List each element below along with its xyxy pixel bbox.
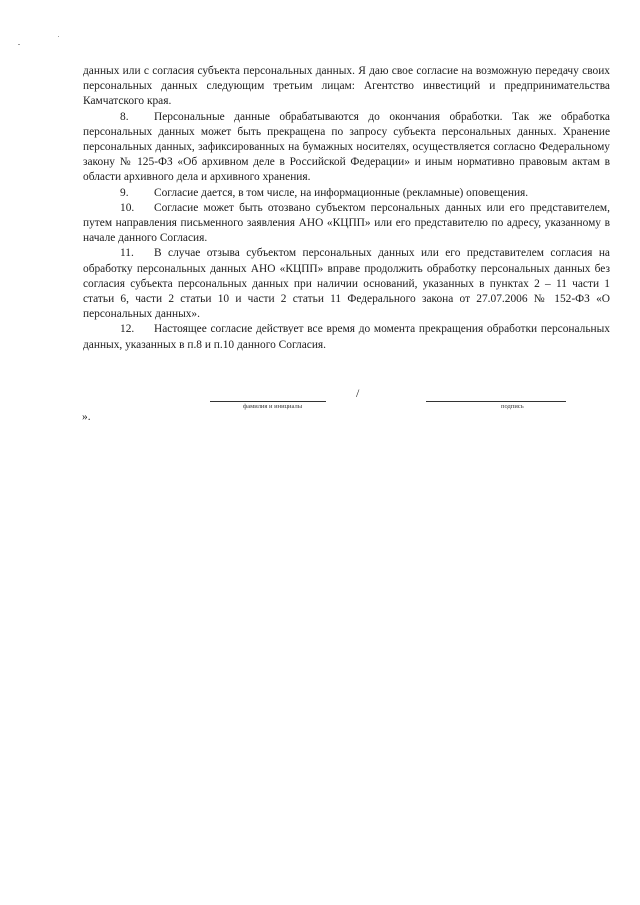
scan-speck xyxy=(18,44,20,45)
paragraph-11 xyxy=(83,246,610,322)
paragraph-number: 9. xyxy=(120,186,129,199)
signature-caption: подпись xyxy=(501,403,524,410)
paragraph-text: Персональные данные обрабатываются до окончания обработки. Так же обработка персональных данных может быть прекращена по запросу субъекта персональных данных. Хранение персональных данных, зафиксированных на бумажных носителях, осуществляется согласно Федеральному закону № 125-ФЗ «Об архивном деле в Российской Федерации» и иным нормативно правовым актам в области архивного дела и архивного хранения. xyxy=(83,110,610,184)
paragraph-number: 11. xyxy=(120,247,134,260)
closing-mark: ». xyxy=(82,411,91,423)
paragraph-text: Согласие может быть отозвано субъектом персональных данных или его представителем, путем направления письменного заявления АНО «КЦПП» или его представителю по адресу, указанному в начале данного Согласия. xyxy=(83,201,610,245)
scan-speck xyxy=(58,36,59,37)
signature-block xyxy=(0,386,640,416)
paragraph-number: 12. xyxy=(120,323,135,336)
paragraph-text: В случае отзыва субъектом персональных данных или его представителем согласия на обработку персональных данных АНО «КЦПП» вправе продолжить обработку персональных данных без согласия субъекта персональных данных при наличии оснований, указанных в пунктах 2 – 11 части 1 статьи 6, части 2 статьи 10 и части 2 статьи 11 Федерального закона от 27.07.2006 № 152-ФЗ «О персональных данных». xyxy=(83,247,610,321)
paragraph-text: Настоящее согласие действует все время до момента прекращения обработки персональных данных, указанных в п.8 и п.10 данного Согласия. xyxy=(83,323,610,351)
paragraph-12 xyxy=(83,322,610,352)
intro-paragraph: данных или с согласия субъекта персональных данных. Я даю свое согласие на возможную передачу своих персональных данных следующим третьим лицам: Агентство инвестиций и предпринимательства Камчатского края. xyxy=(83,65,610,108)
paragraph-10 xyxy=(83,201,610,247)
name-signature-line[interactable] xyxy=(210,401,326,402)
name-caption: фамилия и инициалы xyxy=(243,403,303,410)
paragraph-number: 8. xyxy=(120,110,129,123)
paragraph-8 xyxy=(83,110,610,186)
signature-line[interactable] xyxy=(426,401,566,402)
paragraph-number: 10. xyxy=(120,201,135,214)
document-body xyxy=(83,64,610,353)
paragraph-text: Согласие дается, в том числе, на информационные (рекламные) оповещения. xyxy=(154,186,529,199)
paragraph-9 xyxy=(83,186,610,201)
signature-separator: / xyxy=(356,386,360,400)
